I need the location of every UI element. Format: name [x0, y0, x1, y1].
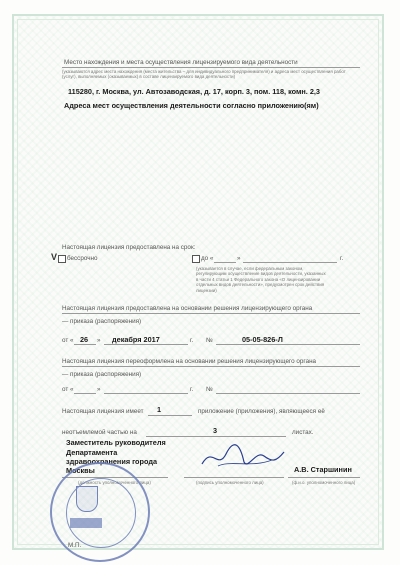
- term-note: (указывается в случае, если федеральным законом, регулирующим осуществление видов деятельности, указанных в части 4 статьи 1 Федерального закона «О лицензировании отдельных видов деятельности», предусмотрен срок действия лицензии): [196, 266, 326, 293]
- signatory-name: А.В. Старшинин: [294, 465, 352, 474]
- basis-label: Настоящая лицензия предоставлена на основании решения лицензирующего органа: [62, 305, 313, 312]
- signatory-position-4: Москвы: [66, 466, 95, 475]
- basis-line: [62, 313, 360, 314]
- term-label: Настоящая лицензия предоставлена на срок:: [62, 244, 196, 251]
- basis-day: 26: [80, 335, 89, 344]
- attachments-sheets-line: [146, 436, 286, 437]
- position-note: (должность уполномоченного лица): [78, 480, 151, 485]
- reissue-number-line: [216, 393, 360, 394]
- basis-label-2: — приказа (распоряжения): [62, 318, 142, 325]
- until-prefix: до «: [201, 255, 214, 262]
- attachments-suffix: приложение (приложения), являющееся её: [198, 408, 325, 415]
- place-note: (указываются адрес места нахождения (места жительства – для индивидуального предпринимателя) и адреса мест осуществления работ (услуг), выполняемых (оказываемых) в составе лицензируемого вида деятельности): [62, 69, 346, 80]
- until-quote: »: [237, 255, 241, 262]
- reissue-label-2: — приказа (распоряжения): [62, 371, 142, 378]
- signature-note: (подпись уполномоченного лица): [196, 480, 264, 485]
- signatory-position-3: здравоохранения города: [66, 457, 158, 466]
- address: 115280, г. Москва, ул. Автозаводская, д. 17, корп. 3, пом. 118, комн. 2,3: [68, 87, 320, 96]
- until-day-line: [214, 262, 236, 263]
- official-stamp: [50, 462, 150, 562]
- stamp-coat-of-arms-icon: [76, 486, 98, 512]
- until-checkbox: [192, 255, 200, 263]
- indefinite-checkbox: [58, 255, 66, 263]
- signatory-position-1: Заместитель руководителя: [66, 438, 166, 447]
- attachments-sheets-suffix: листах.: [292, 429, 314, 436]
- signature-line: [184, 477, 284, 478]
- name-note: (ф.и.о. уполномоченного лица): [292, 480, 356, 485]
- attachments-prefix: Настоящая лицензия имеет: [62, 408, 144, 415]
- caption-line: [62, 67, 360, 68]
- attachments-sheets: 3: [213, 426, 218, 435]
- basis-date-line: [104, 344, 188, 345]
- handwritten-signature: [196, 440, 288, 474]
- attachments-line2: неотъемлемой частью на: [62, 429, 137, 436]
- basis-number: 05-05-826-Л: [242, 335, 283, 344]
- reissue-year: г.: [190, 386, 194, 393]
- address-note: Адреса мест осуществления деятельности согласно приложению(ям): [64, 101, 319, 110]
- reissue-date-line: [104, 393, 188, 394]
- mp-label: М.П.: [68, 542, 82, 549]
- until-date-line: [243, 262, 337, 263]
- indefinite-label: бессрочно: [67, 255, 98, 262]
- reissue-line: [62, 366, 360, 367]
- reissue-day-line: [74, 393, 96, 394]
- basis-num-label: №: [206, 337, 213, 344]
- signatory-position-2: Департамента: [66, 448, 118, 457]
- basis-from: от «: [62, 337, 74, 344]
- check-mark: V: [51, 252, 58, 262]
- basis-quote: »: [97, 337, 101, 344]
- basis-number-line: [216, 344, 360, 345]
- reissue-num-label: №: [206, 386, 213, 393]
- until-year: г.: [340, 255, 344, 262]
- basis-year: г.: [190, 337, 194, 344]
- basis-month-year: декабря 2017: [112, 335, 160, 344]
- basis-day-line: [74, 344, 96, 345]
- place-caption: Место нахождения и места осуществления лицензируемого вида деятельности: [64, 59, 298, 66]
- attachments-count-line: [148, 415, 192, 416]
- attachments-count: 1: [157, 405, 162, 414]
- reissue-quote: »: [97, 386, 101, 393]
- name-line: [288, 477, 360, 478]
- reissue-label: Настоящая лицензия переоформлена на основании решения лицензирующего органа: [62, 358, 317, 365]
- stamp-bar: [70, 518, 102, 528]
- reissue-from: от «: [62, 386, 74, 393]
